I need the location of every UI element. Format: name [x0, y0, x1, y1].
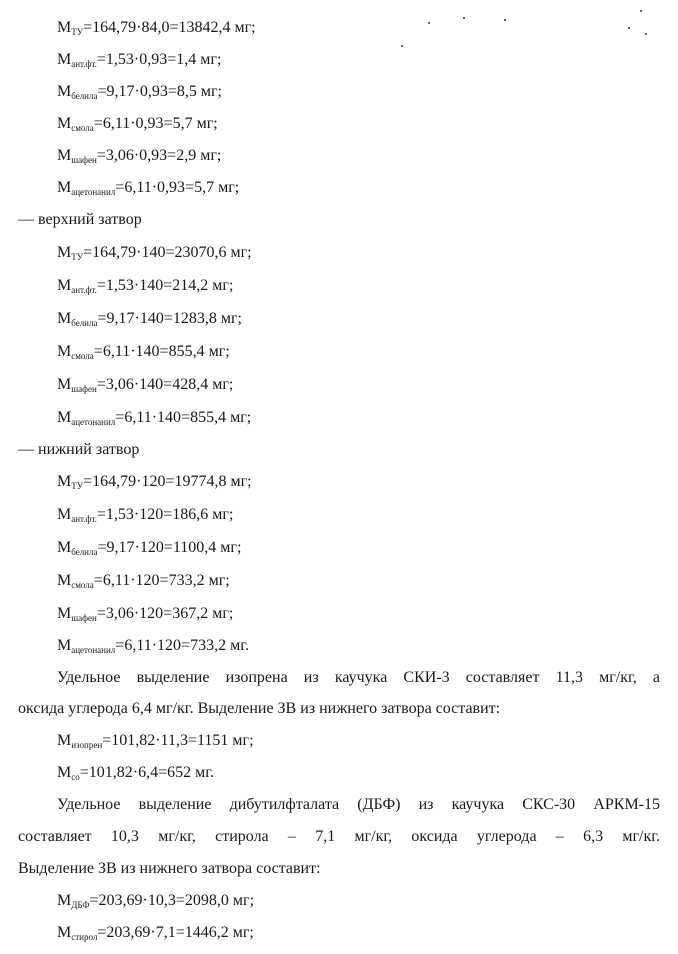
section-heading-lower-gate: — нижний затвор: [18, 441, 140, 458]
formula-line: $M_{стирол}=203,69\cdot 7,1=1446,2$ мг;: [57, 924, 254, 942]
formula-line: $M_{со}=101,82\cdot 6,4=652$ мг.: [57, 764, 214, 782]
formula-line: $M_{ТУ}=164,79\cdot 84,0=13842,4$ мг;: [57, 19, 256, 37]
formula-line: $M_{смола}=6,11\cdot 120=733,2$ мг;: [57, 572, 230, 590]
formula-line: $M_{ацетонанил}=6,11\cdot 0,93=5,7$ мг;: [57, 179, 240, 197]
formula-line: $M_{ацетонанил}=6,11\cdot 140=855,4$ мг;: [57, 409, 252, 427]
formula-line: $M_{шафен}=3,06\cdot 0,93=2,9$ мг;: [57, 147, 222, 165]
formula-line: $M_{ацетонанил}=6,11\cdot 120=733,2$ мг.: [57, 637, 249, 655]
paragraph-line: Удельное выделение дибутилфталата (ДБФ) из каучука СКС-30 АРКМ-15: [57, 796, 660, 813]
scan-speck: [428, 22, 430, 24]
scan-speck: [504, 19, 506, 21]
scan-speck: [640, 10, 642, 12]
formula-line: $M_{белила}=9,17\cdot 0,93=8,5$ мг;: [57, 83, 222, 101]
formula-line: $M_{ант.фт.}=1,53\cdot 140=214,2$ мг;: [57, 277, 234, 295]
formula-line: $M_{ант.фт.}=1,53\cdot 120=186,6$ мг;: [57, 506, 234, 524]
formula-line: $M_{ТУ}=164,79\cdot 120=19774,8$ мг;: [57, 473, 252, 491]
scan-speck: [628, 27, 630, 29]
formula-line: $M_{белила}=9,17\cdot 120=1100,4$ мг;: [57, 539, 242, 557]
formula-line: $M_{ТУ}=164,79\cdot 140=23070,6$ мг;: [57, 244, 252, 262]
formula-line: $M_{смола}=6,11\cdot 0,93=5,7$ мг;: [57, 115, 218, 133]
formula-line: $M_{изопрен}=101,82\cdot 11,3=1151$ мг;: [57, 732, 254, 750]
paragraph-line: Удельное выделение изопрена из каучука СКИ-3 составляет 11,3 мг/кг, а: [57, 669, 660, 686]
formula-line: $M_{белила}=9,17\cdot 140=1283,8$ мг;: [57, 310, 242, 328]
paragraph-line: Выделение ЗВ из нижнего затвора составит:: [18, 860, 321, 877]
formula-line: $M_{ДБФ}=203,69\cdot 10,3=2098,0$ мг;: [57, 892, 255, 910]
section-heading-upper-gate: — верхний затвор: [18, 211, 142, 228]
scan-speck: [401, 45, 403, 47]
formula-line: $M_{шафен}=3,06\cdot 120=367,2$ мг;: [57, 605, 234, 623]
formula-line: $M_{ант.фт.}=1,53\cdot 0,93=1,4$ мг;: [57, 51, 222, 69]
scan-speck: [645, 33, 647, 35]
formula-line: $M_{шафен}=3,06\cdot 140=428,4$ мг;: [57, 376, 234, 394]
scan-speck: [463, 17, 465, 19]
paragraph-line: составляет 10,3 мг/кг, стирола – 7,1 мг/кг, оксида углерода – 6,3 мг/кг.: [18, 828, 660, 845]
formula-line: $M_{смола}=6,11\cdot 140=855,4$ мг;: [57, 343, 230, 361]
paragraph-line: оксида углерода 6,4 мг/кг. Выделение ЗВ из нижнего затвора составит:: [18, 700, 501, 717]
